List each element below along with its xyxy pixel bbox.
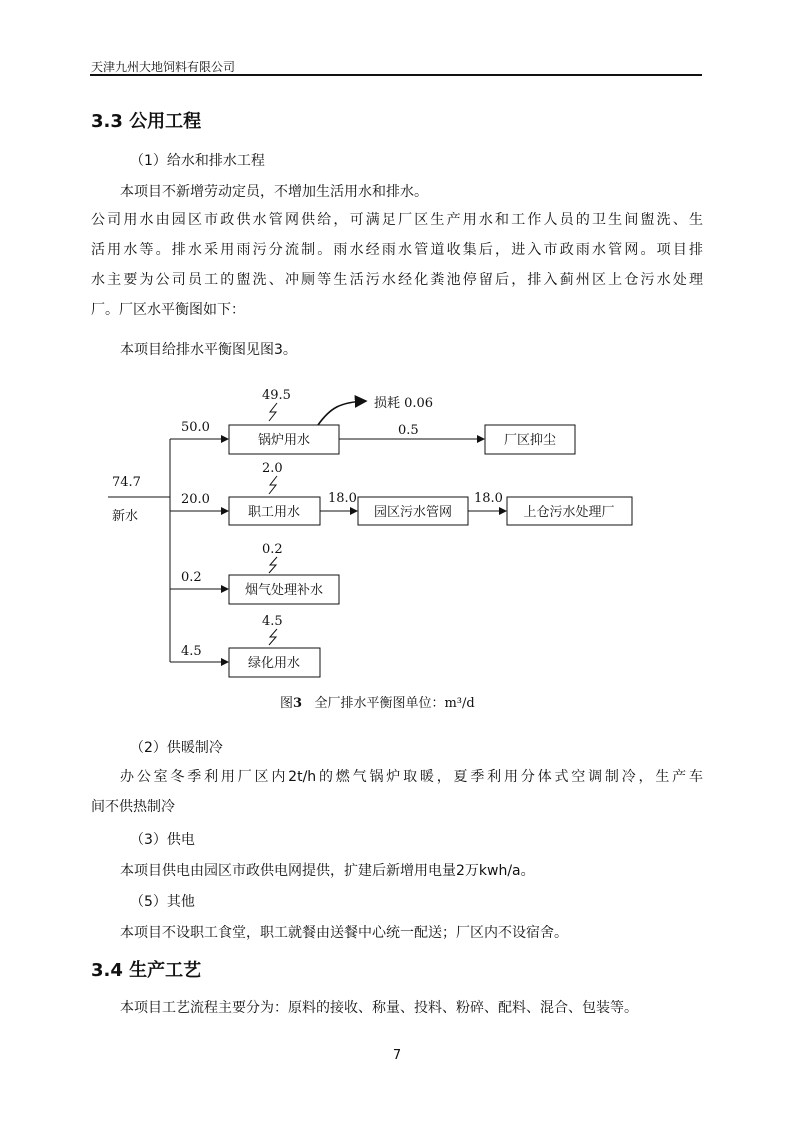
- smoke-loss-value: 0.2: [262, 542, 283, 557]
- staff-inflow-value: 20.0: [181, 492, 210, 507]
- boiler-loss-zigzag: [269, 403, 277, 421]
- process-paragraph: 本项目工艺流程主要分为：原料的接收、称量、投料、粉碎、配料、混合、包装等。: [120, 1000, 638, 1016]
- green-loss-zigzag: [269, 629, 277, 645]
- power-heading: （3）供电: [130, 832, 195, 848]
- other-paragraph: 本项目不设职工食堂，职工就餐由送餐中心统一配送；厂区内不设宿舍。: [120, 925, 568, 941]
- dust-suppression-label: 厂区抑尘: [503, 433, 557, 448]
- staff-outflow-value: 18.0: [328, 491, 357, 506]
- figure-caption-text: 全厂排水平衡图单位：m³/d: [314, 696, 475, 711]
- loss-label: 损耗 0.06: [374, 396, 434, 411]
- page-number: 7: [392, 1048, 402, 1063]
- page-header-company: 天津九州大地饲料有限公司: [91, 60, 236, 74]
- staff-loss-zigzag: [269, 476, 277, 494]
- staff-label: 职工用水: [247, 505, 301, 520]
- boiler-loss-value: 49.5: [262, 388, 291, 403]
- figure-caption-label: 图: [280, 696, 294, 711]
- boiler-inflow-value: 50.0: [181, 420, 210, 435]
- figure-caption: [280, 692, 475, 711]
- power-paragraph: 本项目供电由园区市政供电网提供，扩建后新增用电量2万kwh/a。: [120, 863, 535, 879]
- section-title-3-4: 3.4 生产工艺: [91, 960, 202, 981]
- boiler-outflow-value: 0.5: [398, 423, 419, 438]
- input-value: 74.7: [112, 475, 141, 490]
- smoke-loss-zigzag: [269, 557, 277, 573]
- water-heading: （1）给水和排水工程: [130, 153, 265, 169]
- water-paragraph-3: 本项目给排水平衡图见图3。: [120, 342, 297, 358]
- input-label: 新水: [112, 509, 139, 524]
- heating-paragraph: [91, 762, 703, 822]
- water-paragraph-2-line: 厂。厂区水平衡图如下：: [91, 302, 245, 318]
- green-loss-value: 4.5: [262, 614, 283, 629]
- section-title-3-3: 3.3 公用工程: [91, 111, 202, 132]
- smoke-inflow-value: 0.2: [181, 570, 202, 585]
- green-label: 绿化用水: [247, 656, 301, 671]
- water-paragraph-2-line: 水主要为公司员工的盥洗、冲厕等生活污水经化粪池停留后，排入蓟州区上仓污水处理: [91, 272, 703, 288]
- water-paragraph-2-line: 活用水等。排水采用雨污分流制。雨水经雨水管道收集后，进入市政雨水管网。项目排: [91, 242, 703, 258]
- sewer-outflow-value: 18.0: [474, 491, 503, 506]
- heating-paragraph-line: 间不供热制冷: [91, 799, 175, 815]
- loss-curve-arrow: [318, 401, 366, 425]
- heating-heading: （2）供暖制冷: [130, 740, 223, 756]
- figure-caption-number: 3: [293, 696, 303, 711]
- park-sewer-label: 园区污水管网: [373, 505, 453, 520]
- water-paragraph-1: 本项目不新增劳动定员，不增加生活用水和排水。: [120, 184, 428, 200]
- green-inflow-value: 4.5: [181, 644, 202, 659]
- treatment-plant-label: 上仓污水处理厂: [523, 505, 615, 520]
- heating-paragraph-line: 办公室冬季利用厂区内2t/h的燃气锅炉取暖，夏季利用分体式空调制冷，生产车: [120, 769, 703, 785]
- staff-loss-value: 2.0: [262, 461, 283, 476]
- water-paragraph-2-line: 公司用水由园区市政供水管网供给，可满足厂区生产用水和工作人员的卫生间盥洗、生: [91, 212, 703, 228]
- other-heading: （5）其他: [130, 894, 195, 910]
- smoke-label: 烟气处理补水: [244, 583, 324, 598]
- boiler-label: 锅炉用水: [257, 433, 311, 448]
